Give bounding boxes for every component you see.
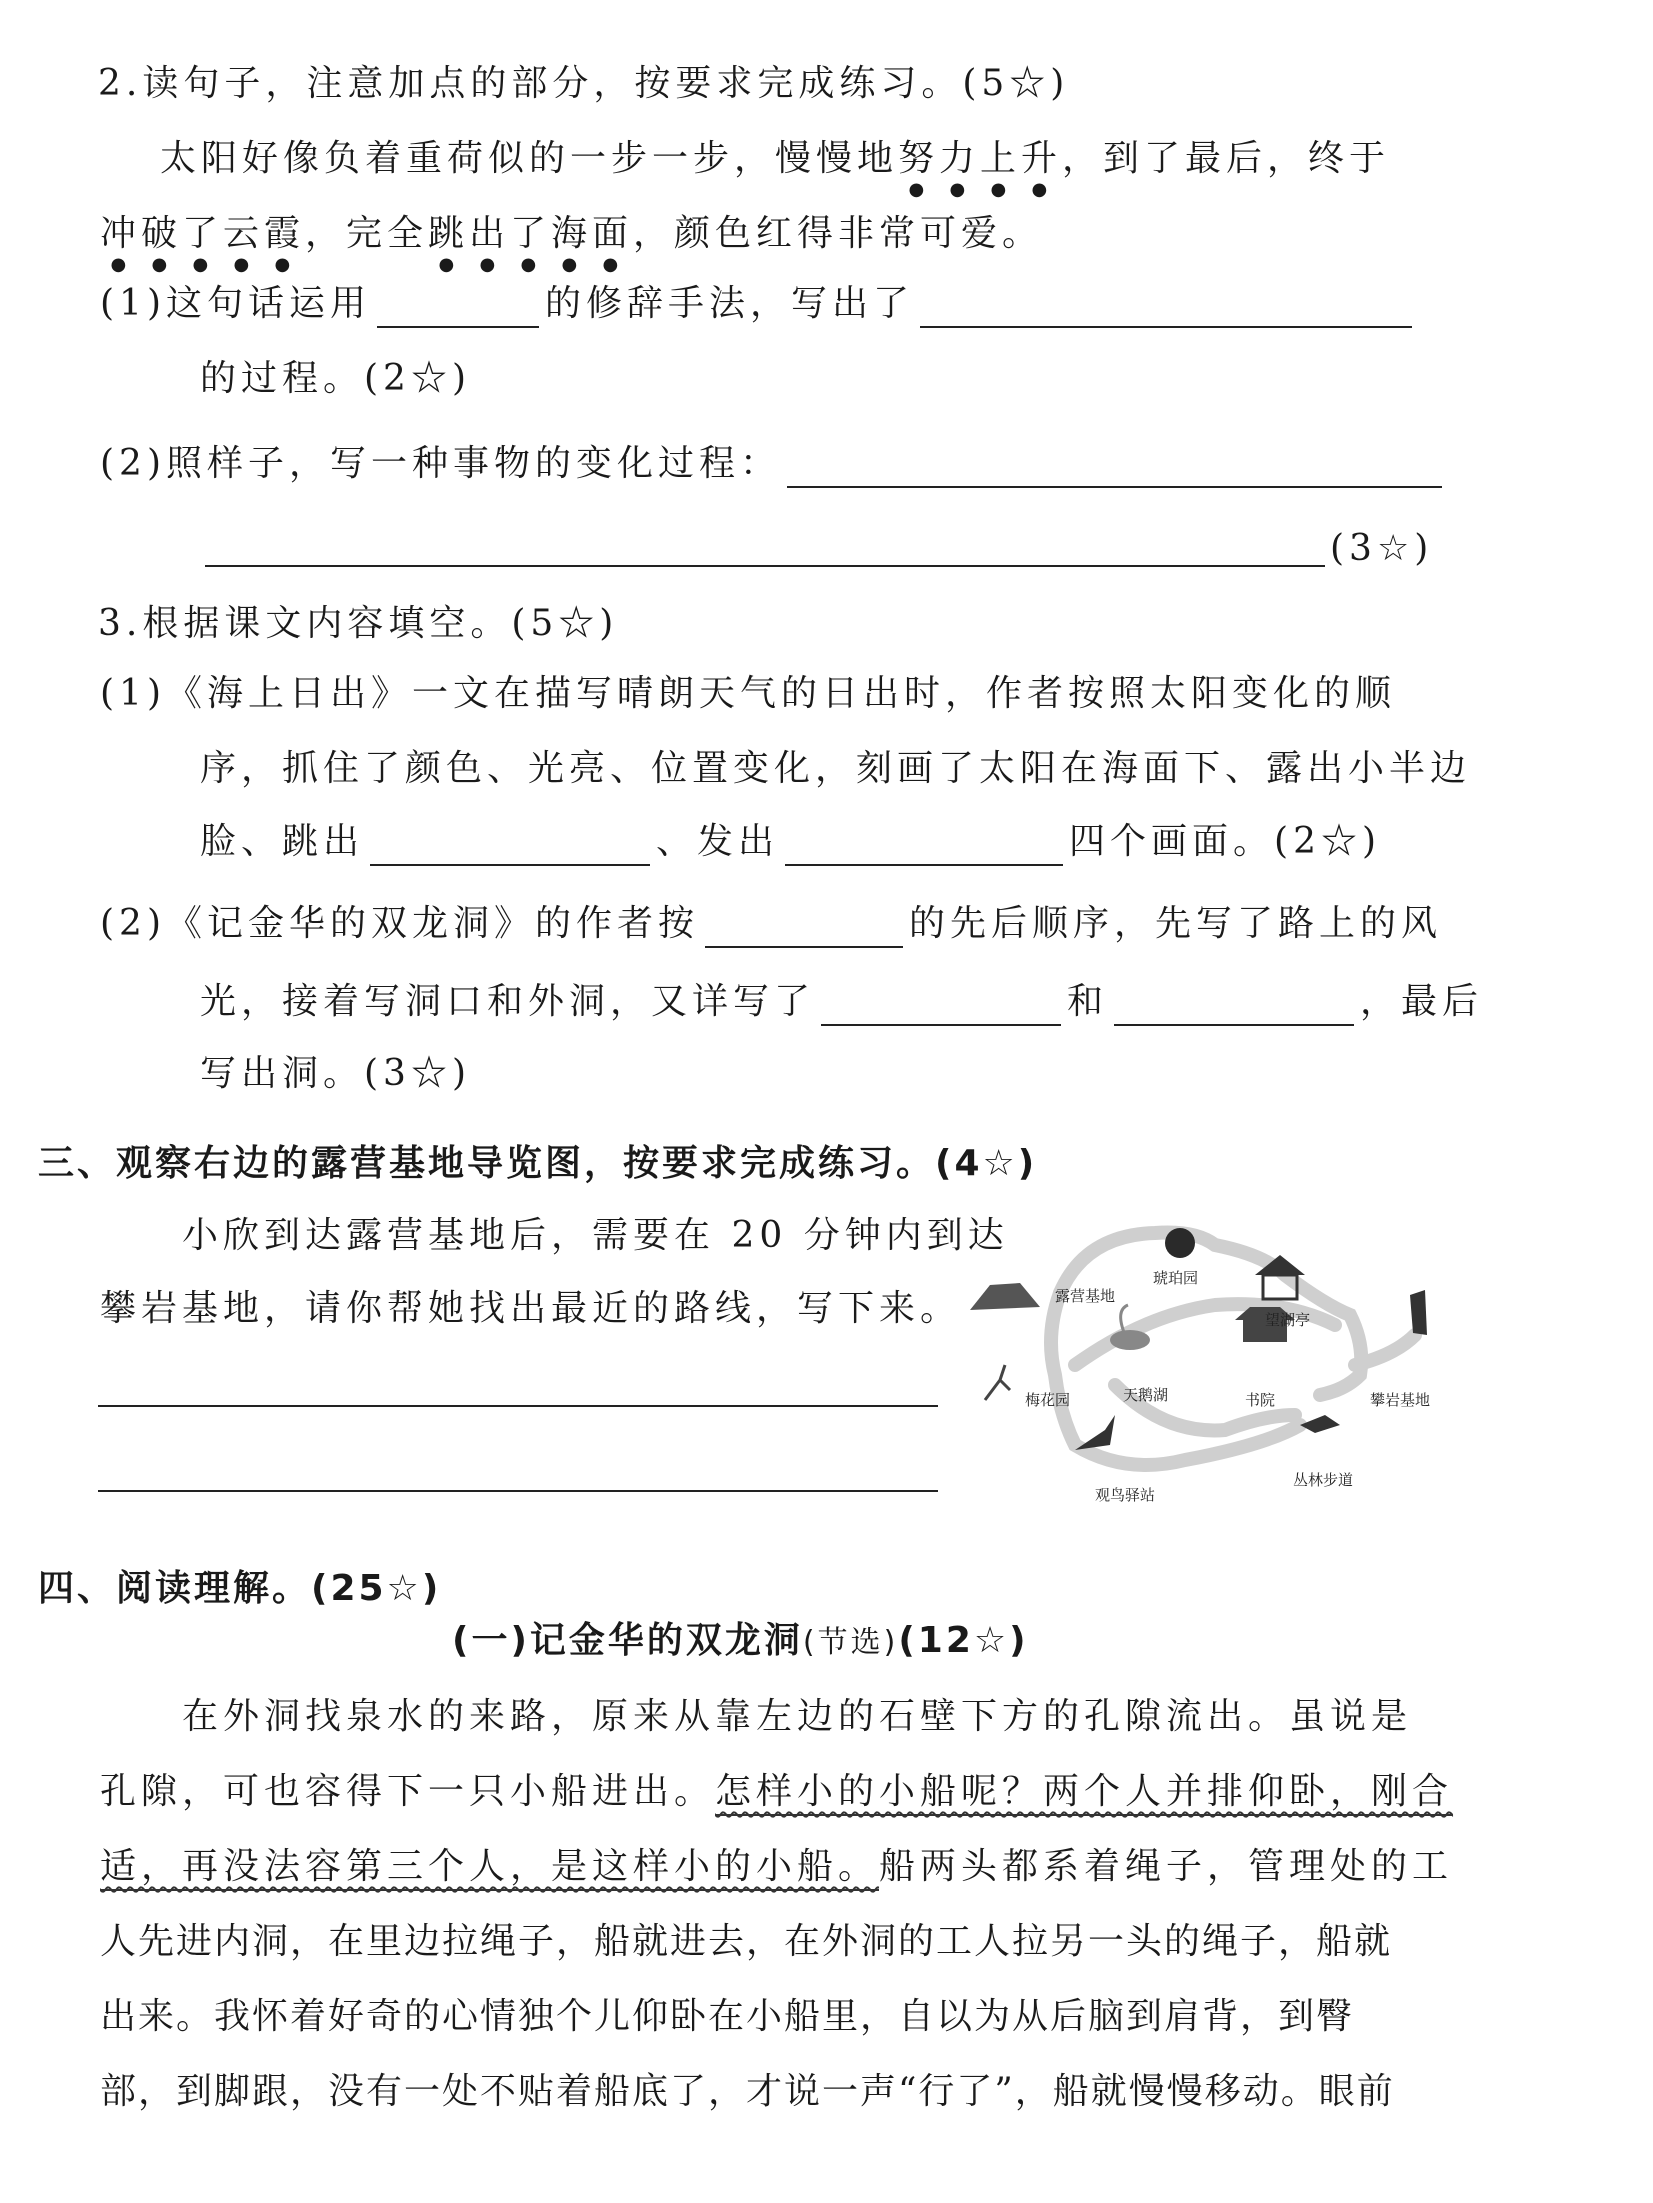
- map-label-swan-lake: 天鹅湖: [1123, 1386, 1169, 1404]
- q2-sub2-text: (2)照样子，写一种事物的变化过程：: [100, 443, 781, 484]
- map-label-amber: 琥珀园: [1153, 1269, 1199, 1287]
- climber-icon: [1410, 1290, 1427, 1335]
- q2-passage-line1: [160, 135, 1390, 200]
- q2-sub1-cont: 的过程。(2☆): [200, 358, 471, 399]
- map-label-pavilion: 望湖亭: [1265, 1311, 1311, 1329]
- q2-dotted-phrase: 跳出了海面: [428, 213, 634, 254]
- plum-tree-icon: [985, 1365, 1010, 1400]
- passage-line: [100, 1768, 1453, 1816]
- section3-line1: 小欣到达露营基地后，需要在 20 分钟内到达: [182, 1215, 1009, 1256]
- map-label-academy: 书院: [1245, 1391, 1276, 1409]
- q2-passage-text: ，完全: [305, 213, 429, 254]
- section4-subtitle: [452, 1617, 1029, 1667]
- answer-line[interactable]: [98, 1490, 938, 1492]
- q3-sub2-line2: [200, 978, 1483, 1026]
- answer-blank-detail1[interactable]: [821, 988, 1061, 1026]
- passage-text: 船两头都系着绳子，管理处的工: [879, 1846, 1454, 1887]
- q2-passage-text: 太阳好像负着重荷似的一步一步，慢慢地: [160, 138, 899, 179]
- map-label-bird: 观鸟驿站: [1095, 1486, 1156, 1504]
- answer-blank-shine[interactable]: [785, 828, 1063, 866]
- q3-text: 和: [1067, 981, 1109, 1022]
- underlined-sentence: 适，再没法容第三个人，是这样小的小船。: [100, 1846, 879, 1891]
- q2-sub1-text: (1)这句话运用: [100, 283, 371, 324]
- answer-blank-detail2[interactable]: [1114, 988, 1354, 1026]
- q2-passage-text: ，颜色红得非常可爱。: [633, 213, 1044, 254]
- q3-text: 的先后顺序，先写了路上的风: [909, 903, 1443, 944]
- passage-line: [100, 1843, 1453, 1891]
- section3-line2: 攀岩基地，请你帮她找出最近的路线，写下来。: [100, 1288, 962, 1329]
- q2-sub1-text: 的修辞手法，写出了: [545, 283, 915, 324]
- passage-line: 部，到脚跟，没有一处不贴着船底了，才说一声“行了”，船就慢慢移动。眼前: [100, 2071, 1395, 2112]
- map-label-forest: 丛林步道: [1293, 1471, 1354, 1489]
- answer-blank-change[interactable]: [787, 450, 1442, 488]
- passage-text: 孔隙，可也容得下一只小船进出。: [100, 1771, 716, 1812]
- hiker-icon: [1300, 1415, 1340, 1433]
- answer-blank-jump[interactable]: [370, 828, 650, 866]
- answer-line[interactable]: [205, 565, 1325, 567]
- answer-blank-process[interactable]: [920, 290, 1412, 328]
- q2-passage-text: ，到了最后，终于: [1062, 138, 1391, 179]
- q3-sub1-line2: 序，抓住了颜色、光亮、位置变化，刻画了太阳在海面下、露出小半边: [200, 748, 1472, 789]
- q3-text: 四个画面。(2☆): [1069, 821, 1382, 862]
- q3-title: 3.根据课文内容填空。(5☆): [98, 603, 619, 644]
- map-label-climbing: 攀岩基地: [1370, 1391, 1431, 1409]
- q2-dotted-phrase: 努力上升: [898, 138, 1063, 179]
- answer-blank-order[interactable]: [705, 910, 903, 948]
- map-label-plum: 梅花园: [1025, 1391, 1071, 1409]
- q3-text: ，最后: [1360, 981, 1484, 1022]
- q2-dotted-phrase: 冲破了云霞: [100, 213, 306, 254]
- q3-sub1-line3: [200, 818, 1381, 866]
- passage-line: 出来。我怀着好奇的心情独个儿仰卧在小船里，自以为从后脑到肩背，到臀: [100, 1996, 1355, 2037]
- q2-sub2: [100, 440, 1448, 488]
- q3-text: (2)《记金华的双龙洞》的作者按: [100, 903, 699, 944]
- subtitle-note: (节选): [802, 1625, 899, 1660]
- q3-sub1-line1: (1)《海上日出》一文在描写晴朗天气的日出时，作者按照太阳变化的顺: [100, 673, 1396, 714]
- q3-sub2-line1: [100, 900, 1442, 948]
- q2-sub1: [100, 280, 1418, 328]
- subtitle-points: (12☆): [898, 1620, 1029, 1661]
- passage-line: 人先进内洞，在里边拉绳子，船就进去，在外洞的工人拉另一头的绳子，船就: [100, 1921, 1393, 1962]
- section4-title: 四、阅读理解。(25☆): [38, 1568, 442, 1609]
- q2-title: 2.读句子，注意加点的部分，按要求完成练习。(5☆): [98, 63, 1070, 104]
- section3-title: 三、观察右边的露营基地导览图，按要求完成练习。(4☆): [38, 1143, 1038, 1184]
- stone-icon: [1165, 1228, 1195, 1258]
- q2-passage-line2: [100, 210, 1043, 275]
- tent-icon: [970, 1283, 1040, 1310]
- passage-line: 在外洞找泉水的来路，原来从靠左边的石壁下方的孔隙流出。虽说是: [182, 1696, 1413, 1737]
- underlined-sentence: 怎样小的小船呢？两个人并排仰卧，刚合: [715, 1771, 1453, 1816]
- answer-line[interactable]: [98, 1405, 938, 1407]
- map-label-camp: 露营基地: [1055, 1287, 1116, 1305]
- subtitle-main: (一)记金华的双龙洞: [452, 1620, 803, 1661]
- q3-text: 脸、跳出: [200, 821, 365, 862]
- q3-text: 光，接着写洞口和外洞，又详写了: [200, 981, 816, 1022]
- q2-sub2-points: (3☆): [1330, 528, 1434, 569]
- camp-map: [965, 1215, 1445, 1510]
- q3-text: 、发出: [656, 821, 780, 862]
- q3-sub2-line3: 写出洞。(3☆): [200, 1053, 471, 1094]
- answer-blank-rhetoric[interactable]: [377, 290, 539, 328]
